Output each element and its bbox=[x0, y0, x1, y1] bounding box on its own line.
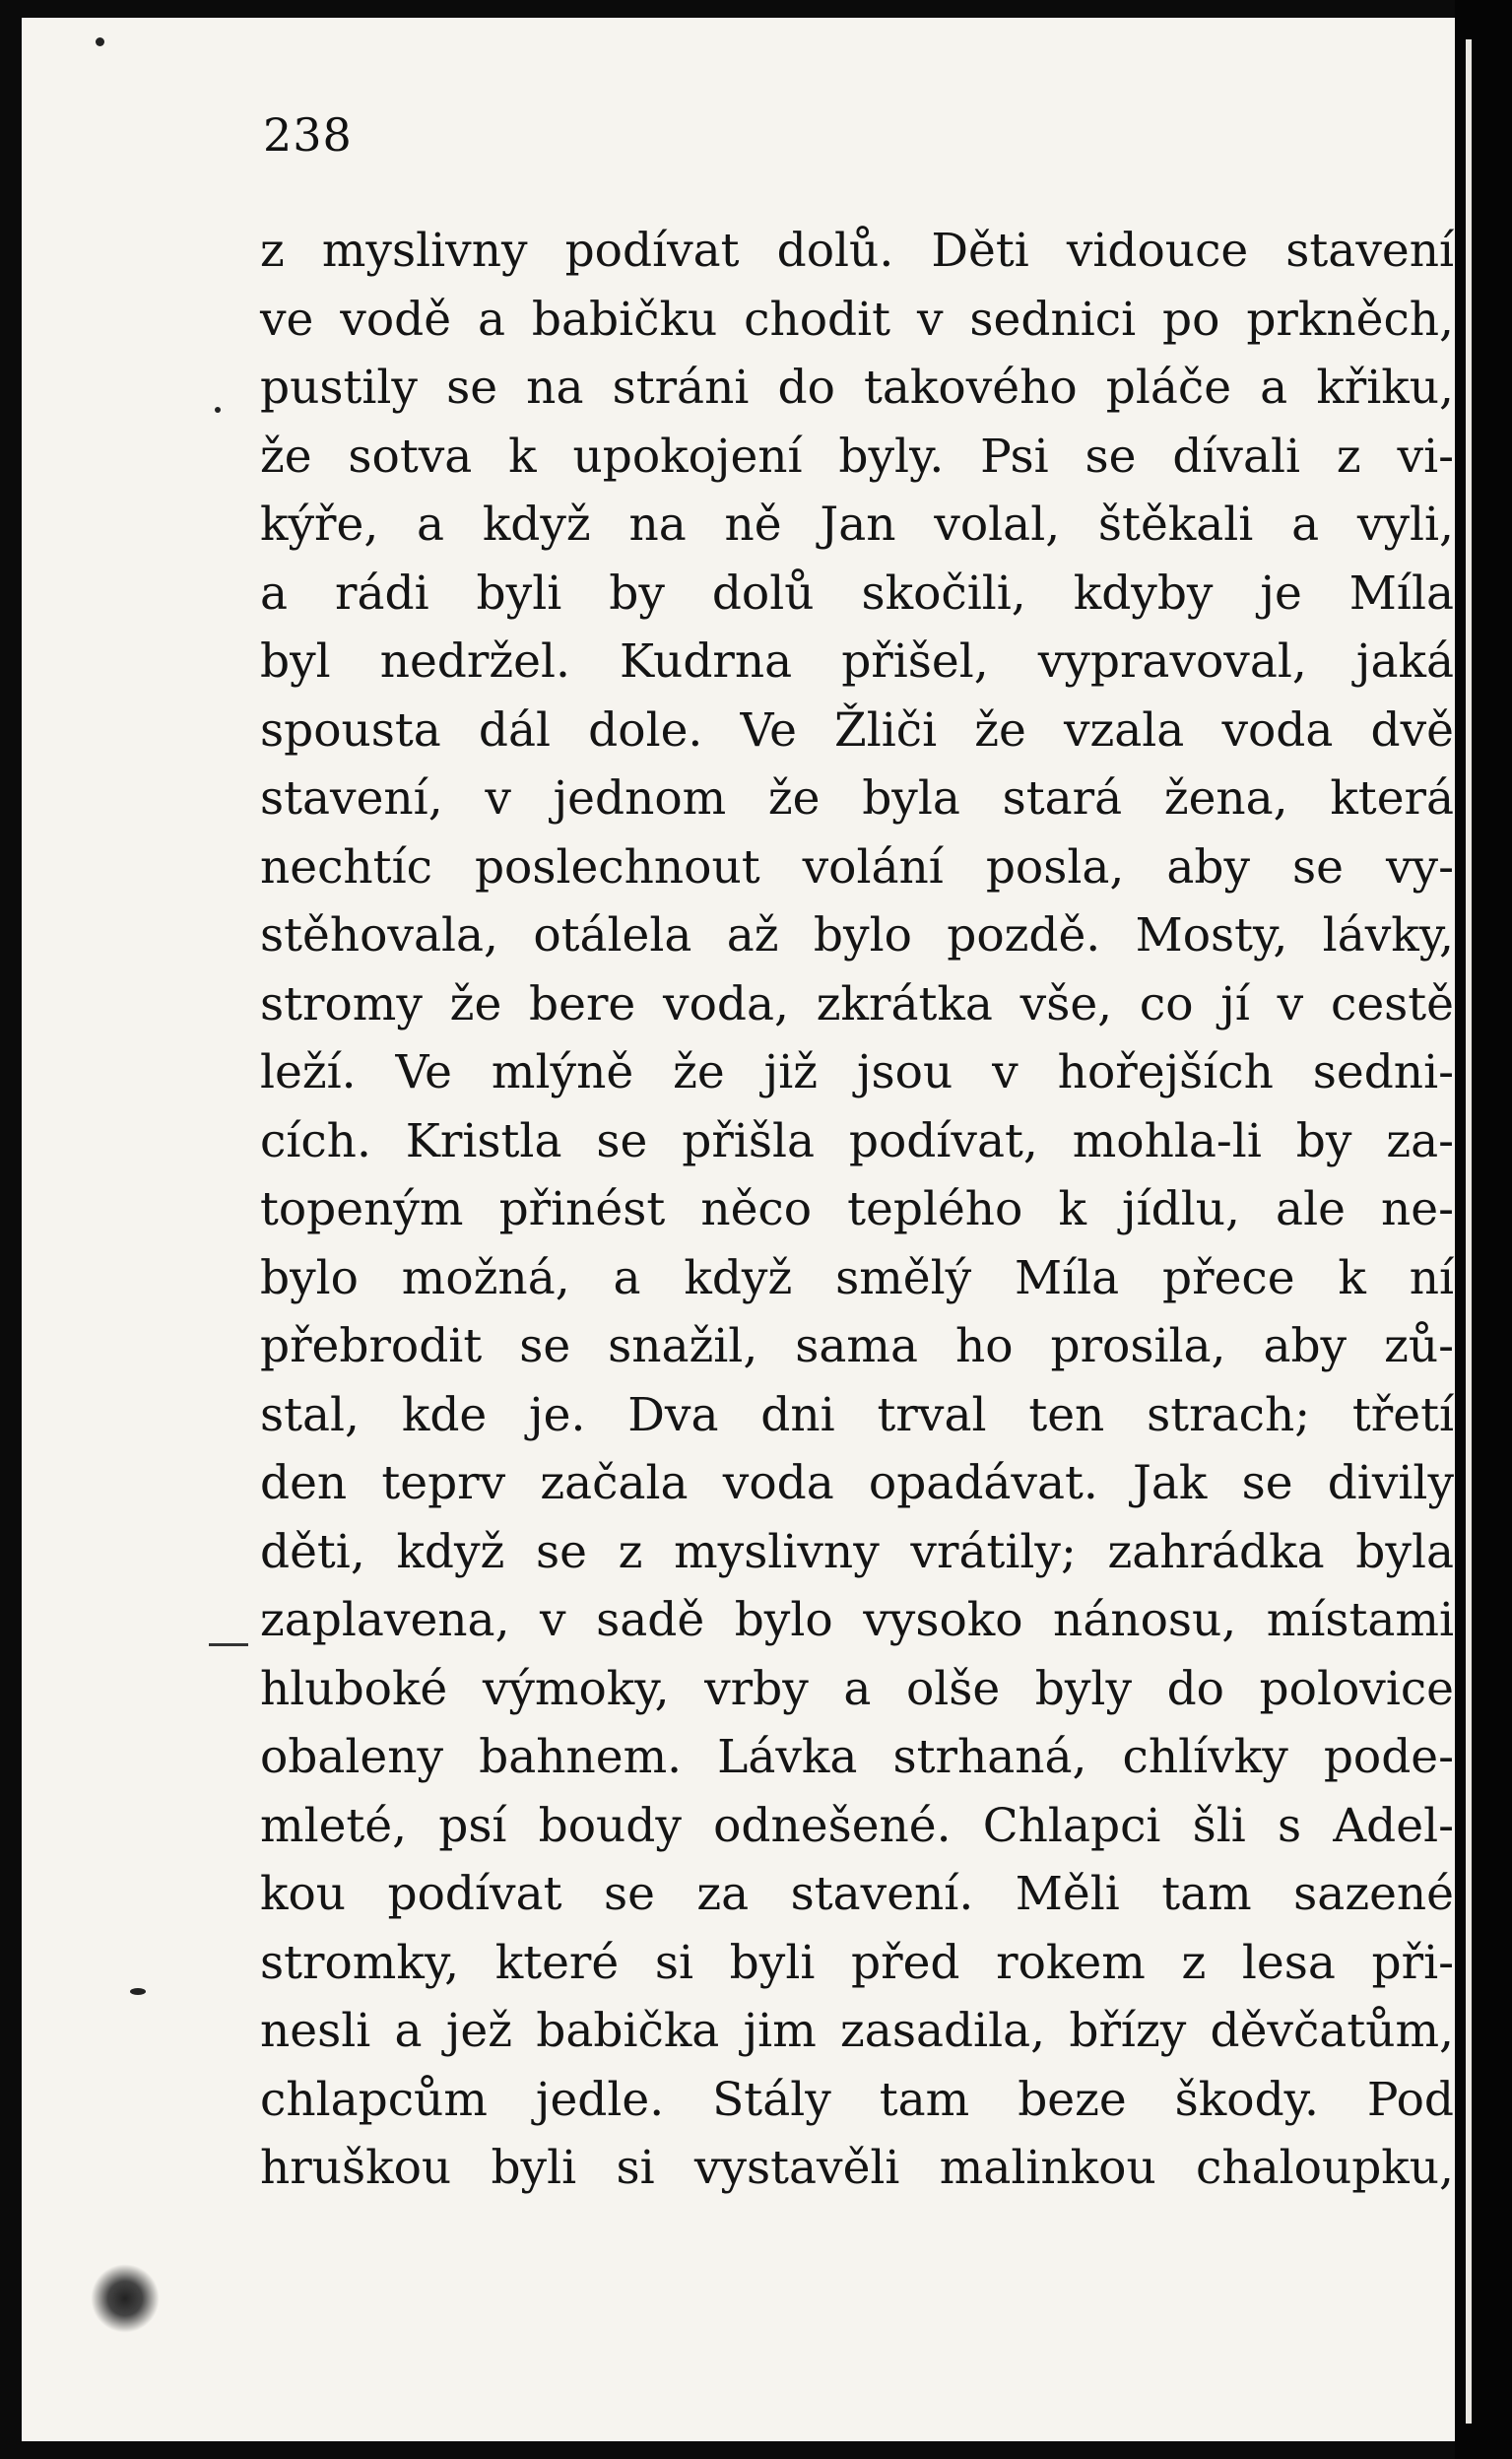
text-line: stavení, v jednom že byla stará žena, která bbox=[260, 771, 1454, 826]
text-line: nechtíc poslechnout volání posla, aby se vy- bbox=[260, 839, 1454, 895]
text-line: nesli a jež babička jim zasadila, břízy děvčatům, bbox=[260, 2004, 1454, 2058]
text-line: hluboké výmoky, vrby a olše byly do polovice bbox=[260, 1661, 1454, 1716]
margin-speck bbox=[215, 407, 221, 413]
margin-speck bbox=[96, 37, 104, 46]
text-line: stal, kde je. Dva dni trval ten strach; třetí bbox=[260, 1387, 1454, 1442]
text-line: a rádi byli by dolů skočili, kdyby je Míla bbox=[260, 565, 1454, 621]
book-page bbox=[22, 18, 1455, 2441]
text-line: stromky, které si byli před rokem z lesa při- bbox=[260, 1935, 1454, 1990]
text-line: bylo možná, a když smělý Míla přece k ní bbox=[260, 1250, 1454, 1305]
text-line: kýře, a když na ně Jan volal, štěkali a vyli, bbox=[260, 498, 1454, 552]
text-line: chlapcům jedle. Stály tam beze škody. Pod bbox=[260, 2072, 1454, 2127]
text-line: ve vodě a babičku chodit v sednici po prkněch, bbox=[260, 292, 1454, 347]
text-line: spousta dál dole. Ve Žliči že vzala voda dvě bbox=[260, 702, 1454, 758]
margin-speck bbox=[130, 1988, 146, 1995]
text-line: stromy že bere voda, zkrátka vše, co jí v cestě bbox=[260, 976, 1454, 1031]
text-line: byl nedržel. Kudrna přišel, vypravoval, jaká bbox=[260, 634, 1454, 689]
margin-dash bbox=[209, 1643, 248, 1646]
text-line: topeným přinést něco teplého k jídlu, ale ne- bbox=[260, 1182, 1454, 1236]
text-line: že sotva k upokojení byly. Psi se dívali z vi- bbox=[260, 429, 1454, 484]
text-line: mleté, psí boudy odnešené. Chlapci šli s Adel- bbox=[260, 1798, 1454, 1853]
text-line: hruškou byli si vystavěli malinkou chaloupku, bbox=[260, 2141, 1454, 2195]
ink-blot bbox=[91, 2264, 160, 2333]
text-line: přebrodit se snažil, sama ho prosila, aby zů- bbox=[260, 1319, 1454, 1373]
text-line: pustily se na stráni do takového pláče a křiku, bbox=[260, 361, 1454, 415]
text-line: zaplavena, v sadě bylo vysoko nánosu, místami bbox=[260, 1593, 1454, 1647]
text-line: cích. Kristla se přišla podívat, mohla-li by za- bbox=[260, 1113, 1454, 1168]
text-line: den teprv začala voda opadávat. Jak se divily bbox=[260, 1456, 1454, 1510]
text-line: děti, když se z myslivny vrátily; zahrádka byla bbox=[260, 1524, 1454, 1579]
text-line: stěhovala, otálela až bylo pozdě. Mosty, lávky, bbox=[260, 908, 1454, 963]
page-edge bbox=[1466, 39, 1472, 2424]
text-line: z myslivny podívat dolů. Děti vidouce stavení bbox=[260, 224, 1454, 278]
text-line: obaleny bahnem. Lávka strhaná, chlívky pode- bbox=[260, 1730, 1454, 1784]
text-line: kou podívat se za stavení. Měli tam sazené bbox=[260, 1867, 1454, 1921]
text-line: leží. Ve mlýně že již jsou v hořejších sedni- bbox=[260, 1045, 1454, 1099]
book-spine bbox=[1455, 0, 1512, 2459]
body-text bbox=[260, 217, 1454, 2203]
page-number: 238 bbox=[263, 108, 353, 162]
